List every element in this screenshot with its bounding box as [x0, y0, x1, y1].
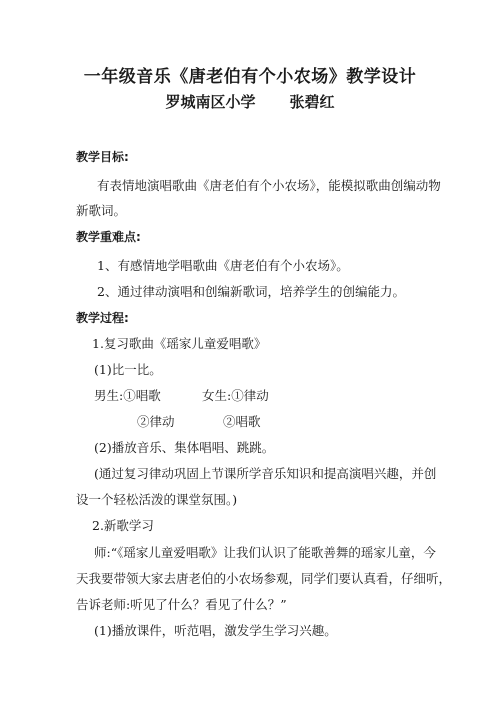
document-title: 一年级音乐《唐老伯有个小农场》教学设计 [83, 67, 417, 87]
girls-task: 女生:①律动 [202, 388, 269, 403]
step-paragraph-line: 告诉老师:听见了什么？看见了什么？” [76, 597, 287, 612]
step-subitem: (1)比一比。 [94, 362, 162, 377]
keypoint-item: 2、通过律动演唱和创编新歌词，培养学生的创编能力。 [97, 284, 405, 299]
step-paragraph-line: 师:“《瑶家儿童爱唱歌》让我们认识了能歌善舞的瑶家儿童，今 [94, 545, 436, 560]
boys-task: 男生:①唱歌 [94, 388, 161, 403]
step-subitem: (1)播放课件，听范唱，激发学生学习兴趣。 [94, 623, 337, 638]
step-title: 2.新歌学习 [92, 518, 154, 533]
goal-text-line: 有表情地演唱歌曲《唐老伯有个小农场》，能模拟歌曲创编动物 [97, 178, 441, 193]
keypoint-heading: 教学重难点: [76, 230, 141, 244]
step-note-line: (通过复习律动巩固上节课所学音乐知识和提高演唱兴趣，并创 [94, 466, 437, 481]
author-name: 张碧红 [289, 93, 335, 111]
goal-heading: 教学目标: [76, 150, 129, 164]
goal-text-line: 新歌词。 [76, 203, 127, 218]
keypoint-item: 1、有感情地学唱歌曲《唐老伯有个小农场》。 [97, 258, 349, 273]
boys-task: ②律动 [137, 414, 175, 429]
byline [0, 91, 500, 112]
step-note-line: 设一个轻松活泼的课堂氛围。) [76, 492, 238, 507]
process-heading: 教学过程: [76, 311, 129, 325]
school-name: 罗城南区小学 [165, 93, 256, 111]
girls-task: ②唱歌 [223, 414, 261, 429]
step-paragraph-line: 天我要带领大家去唐老伯的小农场参观，同学们要认真看，仔细听， [76, 571, 452, 586]
step-title: 1.复习歌曲《瑶家儿童爱唱歌》 [92, 336, 267, 351]
step-subitem: (2)播放音乐、集体唱唱、跳跳。 [94, 440, 275, 455]
